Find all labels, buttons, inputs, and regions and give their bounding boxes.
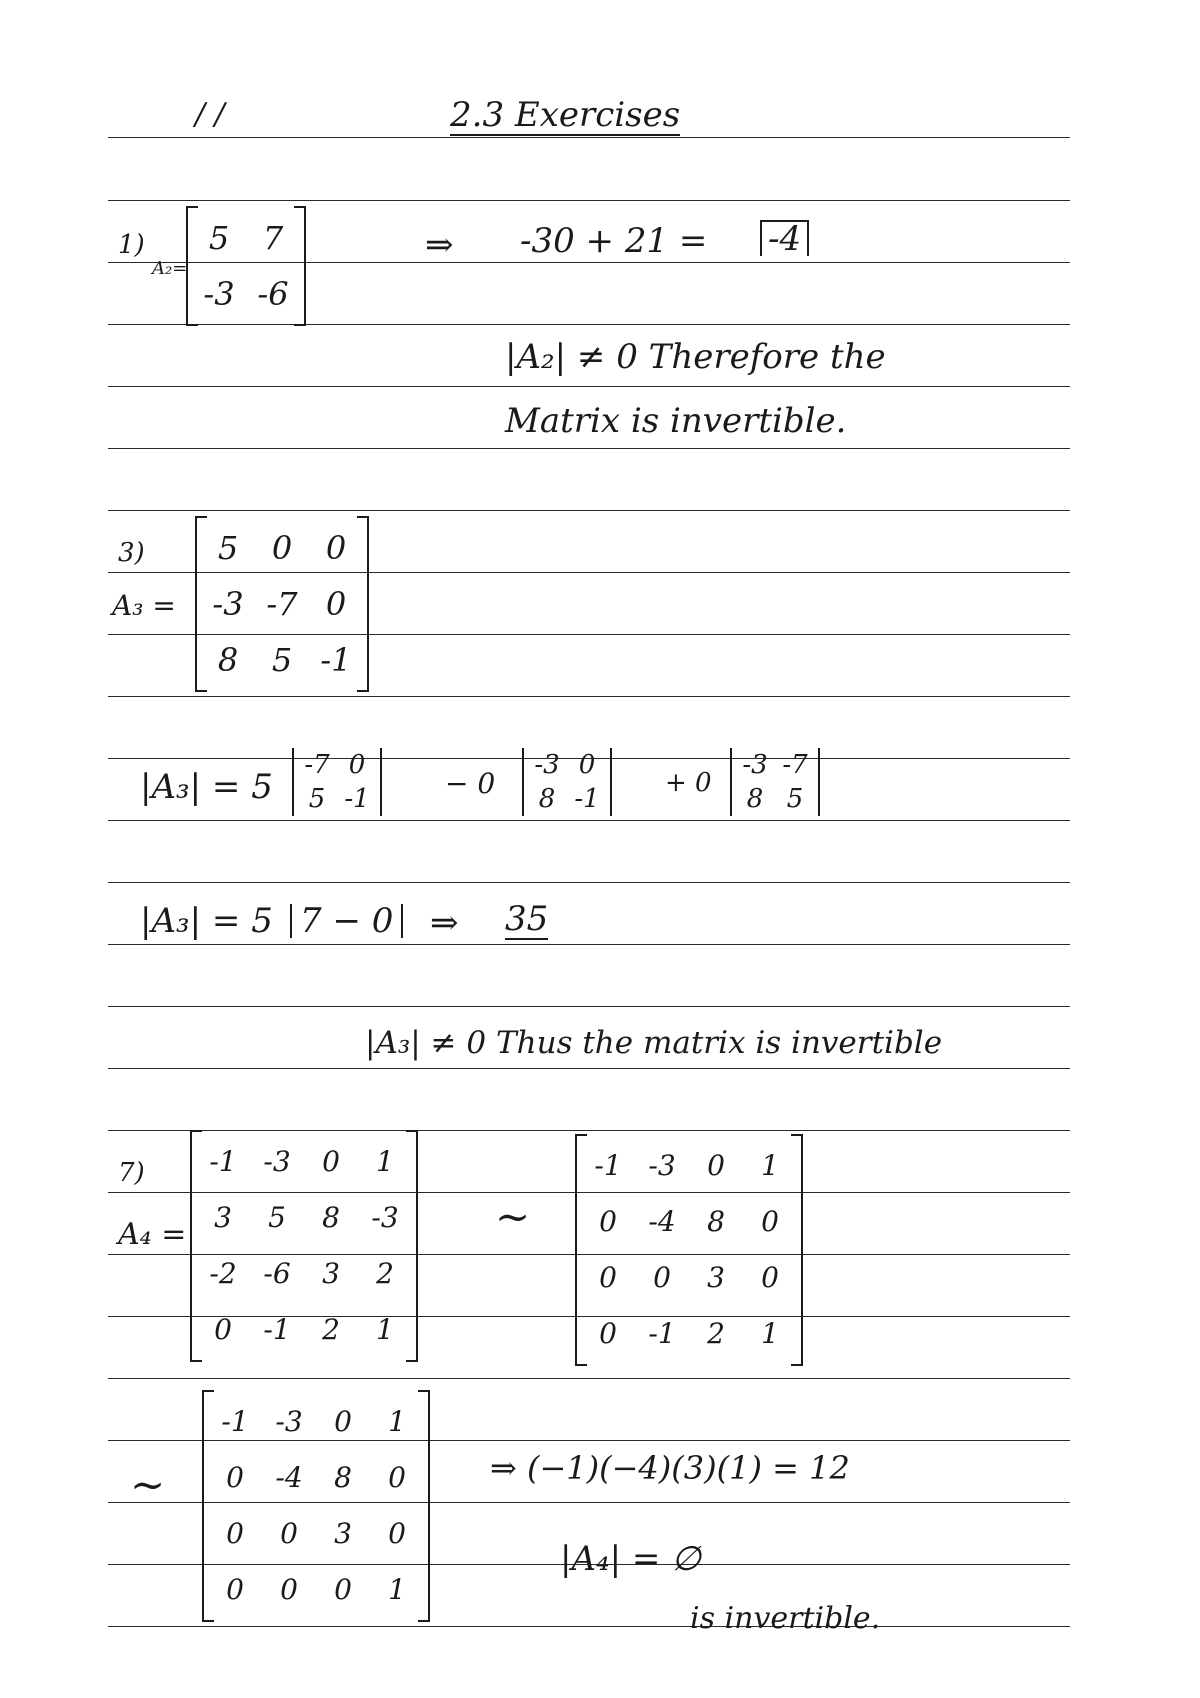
ex3-plus-zero: + 0 — [665, 768, 712, 798]
matrix-cell: 0 — [599, 1205, 617, 1238]
matrix-cell: 0 — [388, 1461, 406, 1494]
ex1-arrow: ⇒ — [425, 225, 454, 265]
matrix-cell: 1 — [376, 1145, 394, 1178]
minor-cell: 5 — [308, 784, 326, 814]
ex3-conclusion: |A₃| ≠ 0 Thus the matrix is invertible — [365, 1025, 943, 1061]
matrix-cell: 8 — [334, 1461, 352, 1494]
minor-cell: -1 — [574, 784, 600, 814]
ruled-line — [108, 1378, 1070, 1379]
ex7-tilde-1: ∼ — [495, 1192, 531, 1241]
matrix-cell: 0 — [280, 1517, 298, 1550]
matrix-cell: -6 — [263, 1257, 291, 1290]
ex7-matrix-step1 — [575, 1134, 803, 1366]
minor-cell: -1 — [344, 784, 370, 814]
matrix-cell: -3 — [275, 1405, 303, 1438]
matrix-cell: -2 — [209, 1257, 237, 1290]
matrix-cell: 2 — [376, 1257, 394, 1290]
matrix-cell: 0 — [707, 1149, 725, 1182]
matrix-cell: 0 — [653, 1261, 671, 1294]
matrix-cell: -4 — [648, 1205, 676, 1238]
ex1-matrix — [186, 206, 306, 326]
matrix-cell: -1 — [320, 641, 352, 679]
matrix-cell: -3 — [203, 275, 235, 313]
matrix-cell: 0 — [325, 529, 347, 567]
matrix-cell: 1 — [761, 1317, 779, 1350]
ex7-det: |A₄| = ∅ — [560, 1539, 701, 1579]
matrix-cell: 7 — [262, 219, 284, 257]
matrix-cell: -3 — [263, 1145, 291, 1178]
ex1-calc: -30 + 21 = — [520, 221, 708, 261]
matrix-cell: -1 — [594, 1149, 622, 1182]
ex3-minor-1 — [292, 748, 382, 816]
ex3-minus-zero: − 0 — [445, 767, 496, 800]
minor-cell: 8 — [538, 784, 556, 814]
matrix-cell: 0 — [280, 1573, 298, 1606]
matrix-cell: 2 — [322, 1313, 340, 1346]
matrix-cell: 0 — [226, 1461, 244, 1494]
matrix-cell: 1 — [388, 1405, 406, 1438]
ex3-line2-lhs: |A₃| = 5 — [140, 901, 273, 941]
matrix-cell: 0 — [761, 1261, 779, 1294]
ruled-line — [108, 137, 1070, 138]
matrix-cell: -1 — [263, 1313, 291, 1346]
ex1-label: 1) — [118, 230, 145, 260]
matrix-cell: 3 — [334, 1517, 352, 1550]
ex3-line2-result: 35 — [505, 899, 549, 939]
matrix-cell: 0 — [322, 1145, 340, 1178]
ex1-note-line2: Matrix is invertible. — [505, 401, 847, 441]
ex7-final: is invertible. — [690, 1601, 881, 1636]
matrix-cell: 3 — [707, 1261, 725, 1294]
matrix-cell: 0 — [761, 1205, 779, 1238]
ex7-matrix-step2 — [202, 1390, 430, 1622]
matrix-cell: 0 — [325, 585, 347, 623]
ruled-line — [108, 944, 1070, 945]
ex1-note-line1: |A₂| ≠ 0 Therefore the — [505, 337, 886, 377]
ruled-line — [108, 820, 1070, 821]
ruled-line — [108, 1006, 1070, 1007]
ex1-matrix-name: A₂= — [152, 258, 188, 279]
matrix-cell: -3 — [371, 1201, 399, 1234]
matrix-cell: 1 — [376, 1313, 394, 1346]
matrix-cell: 2 — [707, 1317, 725, 1350]
matrix-cell: 0 — [334, 1405, 352, 1438]
minor-cell: 0 — [578, 750, 596, 780]
matrix-cell: -3 — [212, 585, 244, 623]
minor-cell: 8 — [746, 784, 764, 814]
ruled-line — [108, 882, 1070, 883]
minor-cell: -7 — [304, 750, 330, 780]
ex3-label: 3) — [118, 538, 145, 568]
ruled-line — [108, 200, 1070, 201]
ruled-line — [108, 448, 1070, 449]
matrix-cell: 0 — [599, 1317, 617, 1350]
matrix-cell: 5 — [217, 529, 239, 567]
matrix-cell: 0 — [388, 1517, 406, 1550]
ex7-matrix-name: A₄ = — [118, 1217, 187, 1252]
ex7-label: 7) — [118, 1158, 145, 1188]
matrix-cell: 5 — [271, 641, 293, 679]
ruled-line — [108, 1626, 1070, 1627]
matrix-cell: -4 — [275, 1461, 303, 1494]
matrix-cell: 0 — [271, 529, 293, 567]
matrix-cell: -1 — [221, 1405, 249, 1438]
ruled-line — [108, 1068, 1070, 1069]
ex3-minor-3 — [730, 748, 820, 816]
matrix-cell: -3 — [648, 1149, 676, 1182]
matrix-cell: 1 — [388, 1573, 406, 1606]
matrix-cell: 8 — [217, 641, 239, 679]
ex3-det-lhs: |A₃| = 5 — [140, 767, 273, 807]
matrix-cell: -7 — [266, 585, 298, 623]
ex7-tilde-2: ∼ — [130, 1460, 166, 1509]
minor-cell: -3 — [742, 750, 768, 780]
matrix-cell: 3 — [214, 1201, 232, 1234]
ex7-product: ⇒ (−1)(−4)(3)(1) = 12 — [490, 1449, 850, 1487]
matrix-cell: 0 — [599, 1261, 617, 1294]
ruled-line — [108, 696, 1070, 697]
matrix-cell: 3 — [322, 1257, 340, 1290]
page-title: 2.3 Exercises — [450, 95, 681, 135]
matrix-cell: -1 — [648, 1317, 676, 1350]
ex3-line2-inner: 7 − 0 — [290, 904, 403, 938]
matrix-cell: 8 — [707, 1205, 725, 1238]
ruled-line — [108, 510, 1070, 511]
minor-cell: -3 — [534, 750, 560, 780]
matrix-cell: 5 — [208, 219, 230, 257]
ex3-matrix-name: A₃ = — [112, 589, 176, 622]
date-field: / / — [195, 97, 225, 132]
matrix-cell: 8 — [322, 1201, 340, 1234]
matrix-cell: 0 — [214, 1313, 232, 1346]
matrix-cell: -6 — [257, 275, 289, 313]
minor-cell: 5 — [786, 784, 804, 814]
ex7-matrix-a4 — [190, 1130, 418, 1362]
ex3-matrix — [195, 516, 369, 692]
ex1-result: -4 — [760, 220, 809, 256]
matrix-cell: 5 — [268, 1201, 286, 1234]
ruled-line — [108, 386, 1070, 387]
minor-cell: 0 — [348, 750, 366, 780]
matrix-cell: 0 — [226, 1517, 244, 1550]
ex3-minor-2 — [522, 748, 612, 816]
ex3-line2-arrow: ⇒ — [430, 903, 459, 943]
matrix-cell: 1 — [761, 1149, 779, 1182]
matrix-cell: 0 — [334, 1573, 352, 1606]
matrix-cell: -1 — [209, 1145, 237, 1178]
minor-cell: -7 — [782, 750, 808, 780]
matrix-cell: 0 — [226, 1573, 244, 1606]
